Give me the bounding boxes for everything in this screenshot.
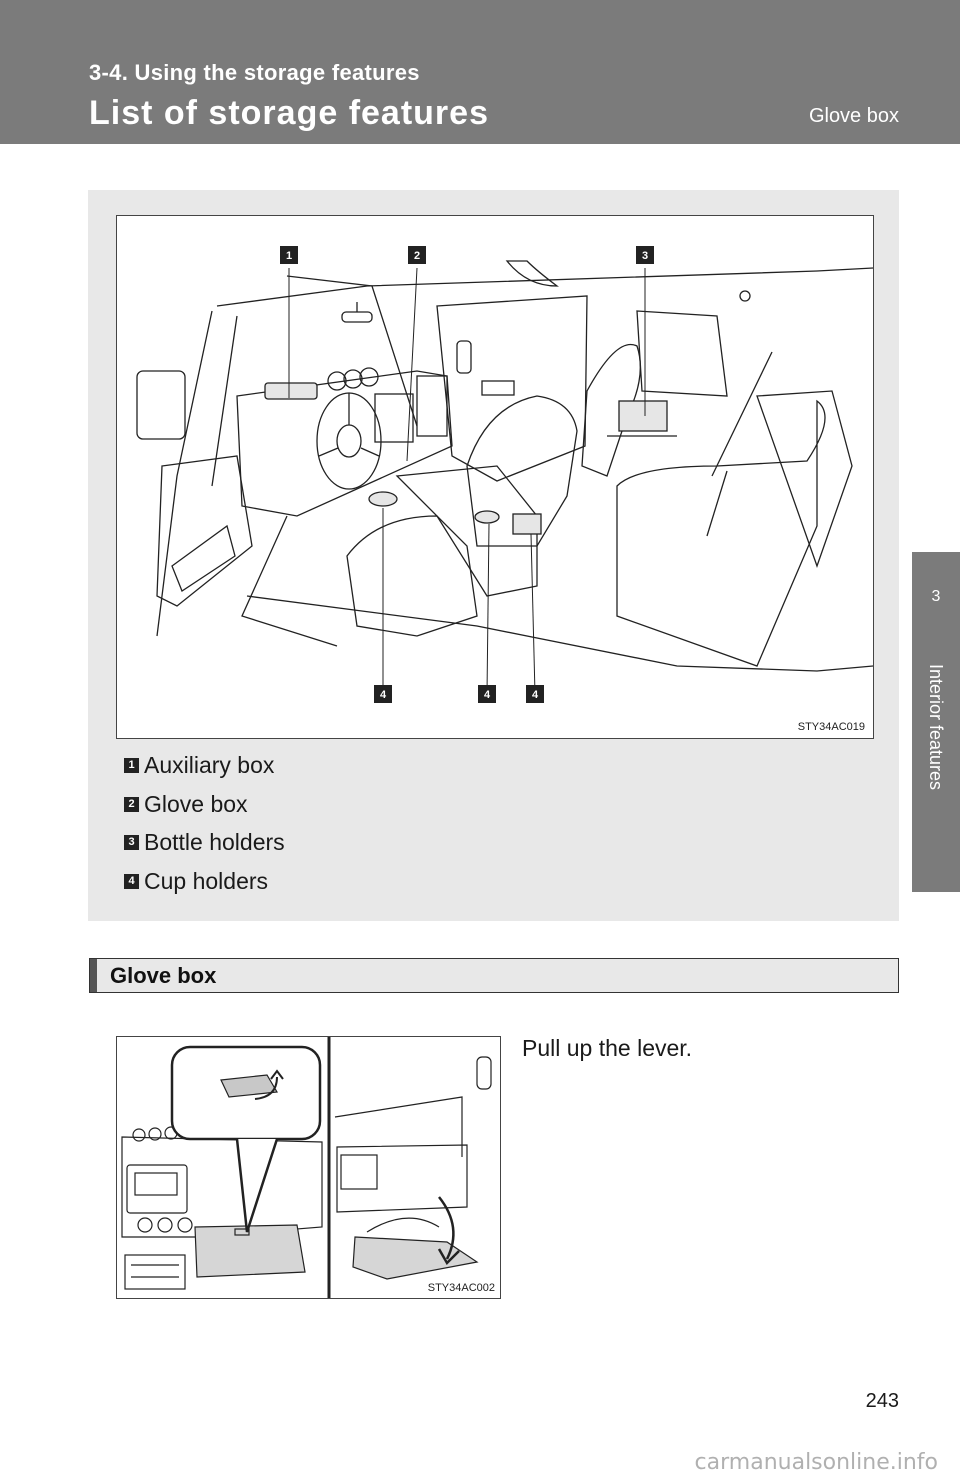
- badge-1: 1: [124, 758, 139, 773]
- figure-code-main: STY34AC019: [797, 721, 865, 733]
- callout-1: 1: [285, 250, 293, 262]
- badge-3: 3: [124, 835, 139, 850]
- page-title: List of storage features: [89, 94, 489, 132]
- glove-box-heading: [89, 958, 899, 993]
- legend-item: [124, 785, 285, 824]
- callout-4b: 4: [483, 689, 491, 701]
- badge-4: 4: [124, 874, 139, 889]
- vehicle-interior-illustration: [116, 215, 874, 739]
- legend-label: Auxiliary box: [144, 751, 275, 778]
- legend-item: [124, 823, 285, 862]
- legend-label: Bottle holders: [144, 829, 285, 856]
- glove-box-instruction: Pull up the lever.: [522, 1035, 693, 1061]
- glove-box-heading-text: Glove box: [110, 963, 217, 988]
- badge-2: 2: [124, 797, 139, 812]
- legend-item: [124, 746, 285, 785]
- legend-item: [124, 862, 285, 901]
- storage-legend: [124, 746, 285, 901]
- legend-label: Glove box: [144, 790, 248, 817]
- glove-box-illustration: [116, 1036, 501, 1299]
- page-header: [0, 0, 960, 144]
- figure-code-small: STY34AC002: [427, 1282, 495, 1294]
- legend-label: Cup holders: [144, 867, 269, 894]
- callout-4a: 4: [379, 689, 387, 701]
- callout-2: 2: [413, 250, 421, 262]
- page-number: 243: [865, 1390, 899, 1412]
- section-title: 3-4. Using the storage features: [89, 60, 420, 85]
- chapter-tab: [912, 552, 960, 892]
- callout-3: 3: [641, 250, 649, 262]
- watermark: carmanualsonline.info: [694, 1450, 938, 1475]
- header-subtitle: Glove box: [808, 105, 899, 127]
- heading-accent-bar: [90, 959, 97, 992]
- chapter-number: 3: [931, 588, 941, 605]
- callout-badges: [280, 246, 654, 703]
- callout-4c: 4: [531, 689, 539, 701]
- chapter-label: Interior features: [926, 664, 946, 791]
